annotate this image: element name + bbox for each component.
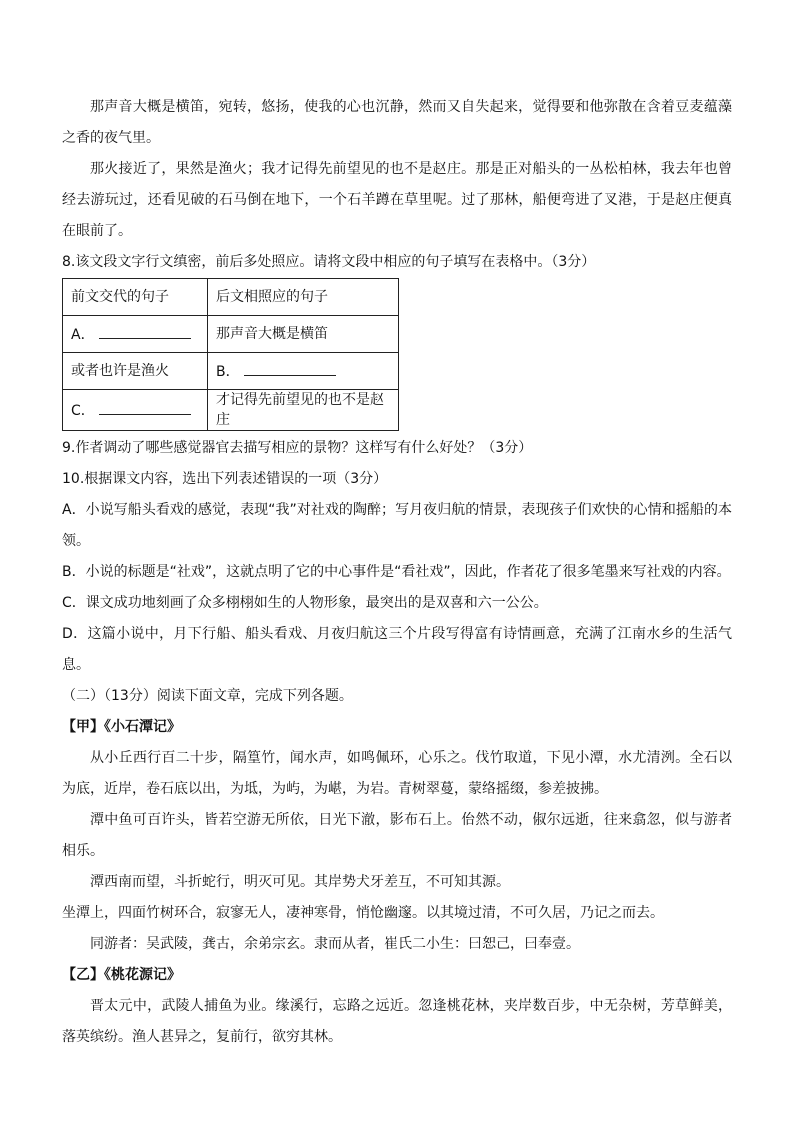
jia-paragraph-4: 坐潭上，四面竹树环合，寂寥无人，凄神寒骨，悄怆幽邃。以其境过清，不可久居，乃记之而去。 xyxy=(62,905,664,921)
table-header-cell: 前文交代的句子 xyxy=(63,279,208,316)
option-a: A．小说写船头看戏的感觉，表现“我”对社戏的陶醉；写月夜归航的情景，表现孩子们欢快的心情和摇船的本领。 xyxy=(62,502,732,549)
table-row xyxy=(63,390,399,431)
table-cell: 才记得先前望见的也不是赵庄 xyxy=(208,390,399,431)
option-b: B．小说的标题是“社戏”，这就点明了它的中心事件是“看社戏”，因此，作者花了很多笔墨来写社戏的内容。 xyxy=(62,564,731,580)
exam-page xyxy=(62,92,732,1053)
fill-blank-line xyxy=(99,324,191,339)
option-d: D．这篇小说中，月下行船、船头看戏、月夜归航这三个片段写得富有诗情画意，充满了江南水乡的生活气息。 xyxy=(62,626,732,673)
yi-paragraph-1: 晋太元中，武陵人捕鱼为业。缘溪行，忘路之远近。忽逢桃花林，夹岸数百步，中无杂树，芳草鲜美，落英缤纷。渔人甚异之，复前行，欲穷其林。 xyxy=(62,998,732,1045)
jia-paragraph-1: 从小丘西行百二十步，隔篁竹，闻水声，如鸣佩环，心乐之。伐竹取道，下见小潭，水尤清洌。全石以为底，近岸，卷石底以出，为坻，为屿，为嵁，为岩。青树翠蔓，蒙络摇缀，参差披拂。 xyxy=(62,750,732,797)
text-yi-title: 【乙】《桃花源记》 xyxy=(62,967,181,983)
passage-paragraph-1: 那声音大概是横笛，宛转，悠扬，使我的心也沉静，然而又自失起来，觉得要和他弥散在含着豆麦蕴藻之香的夜气里。 xyxy=(62,99,732,146)
table-row xyxy=(63,316,399,353)
cell-label: A． xyxy=(71,326,95,343)
question-10: 10.根据课文内容，选出下列表述错误的一项（3分） xyxy=(62,471,388,487)
section-2-heading: （二）（13分）阅读下面文章，完成下列各题。 xyxy=(62,688,353,704)
passage-paragraph-2: 那火接近了，果然是渔火；我才记得先前望见的也不是赵庄。那是正对船头的一丛松柏林，我去年也曾经去游玩过，还看见破的石马倒在地下，一个石羊蹲在草里呢。过了那林，船便弯进了叉港，于是赵庄便真在眼前了。 xyxy=(62,161,732,239)
table-cell: 那声音大概是横笛 xyxy=(208,316,399,353)
cell-label: C． xyxy=(71,402,95,419)
table-cell: 或者也许是渔火 xyxy=(63,353,208,390)
table-cell-blank-b[interactable] xyxy=(208,353,399,390)
jia-paragraph-3: 潭西南而望，斗折蛇行，明灭可见。其岸势犬牙差互，不可知其源。 xyxy=(90,874,510,890)
fill-blank-line xyxy=(99,400,191,415)
answer-table xyxy=(62,278,399,431)
table-cell-blank-c[interactable] xyxy=(63,390,208,431)
question-8: 8.该文段文字行文缜密，前后多处照应。请将文段中相应的句子填写在表格中。（3分） xyxy=(62,254,596,270)
table-row xyxy=(63,353,399,390)
table-cell-blank-a[interactable] xyxy=(63,316,208,353)
text-jia-title: 【甲】《小石潭记》 xyxy=(62,719,181,735)
option-c: C．课文成功地刻画了众多栩栩如生的人物形象，最突出的是双喜和六一公公。 xyxy=(62,595,548,611)
fill-blank-line xyxy=(244,361,336,376)
jia-paragraph-5: 同游者：吴武陵，龚古，余弟宗玄。隶而从者，崔氏二小生：曰恕己，曰奉壹。 xyxy=(90,936,580,952)
jia-paragraph-2: 潭中鱼可百许头，皆若空游无所依，日光下澈，影布石上。佁然不动，俶尔远逝，往来翕忽，似与游者相乐。 xyxy=(62,812,732,859)
question-9: 9.作者调动了哪些感觉器官去描写相应的景物？这样写有什么好处？（3分） xyxy=(62,440,533,456)
table-header-row xyxy=(63,279,399,316)
cell-label: B． xyxy=(216,363,240,380)
table-header-cell: 后文相照应的句子 xyxy=(208,279,399,316)
